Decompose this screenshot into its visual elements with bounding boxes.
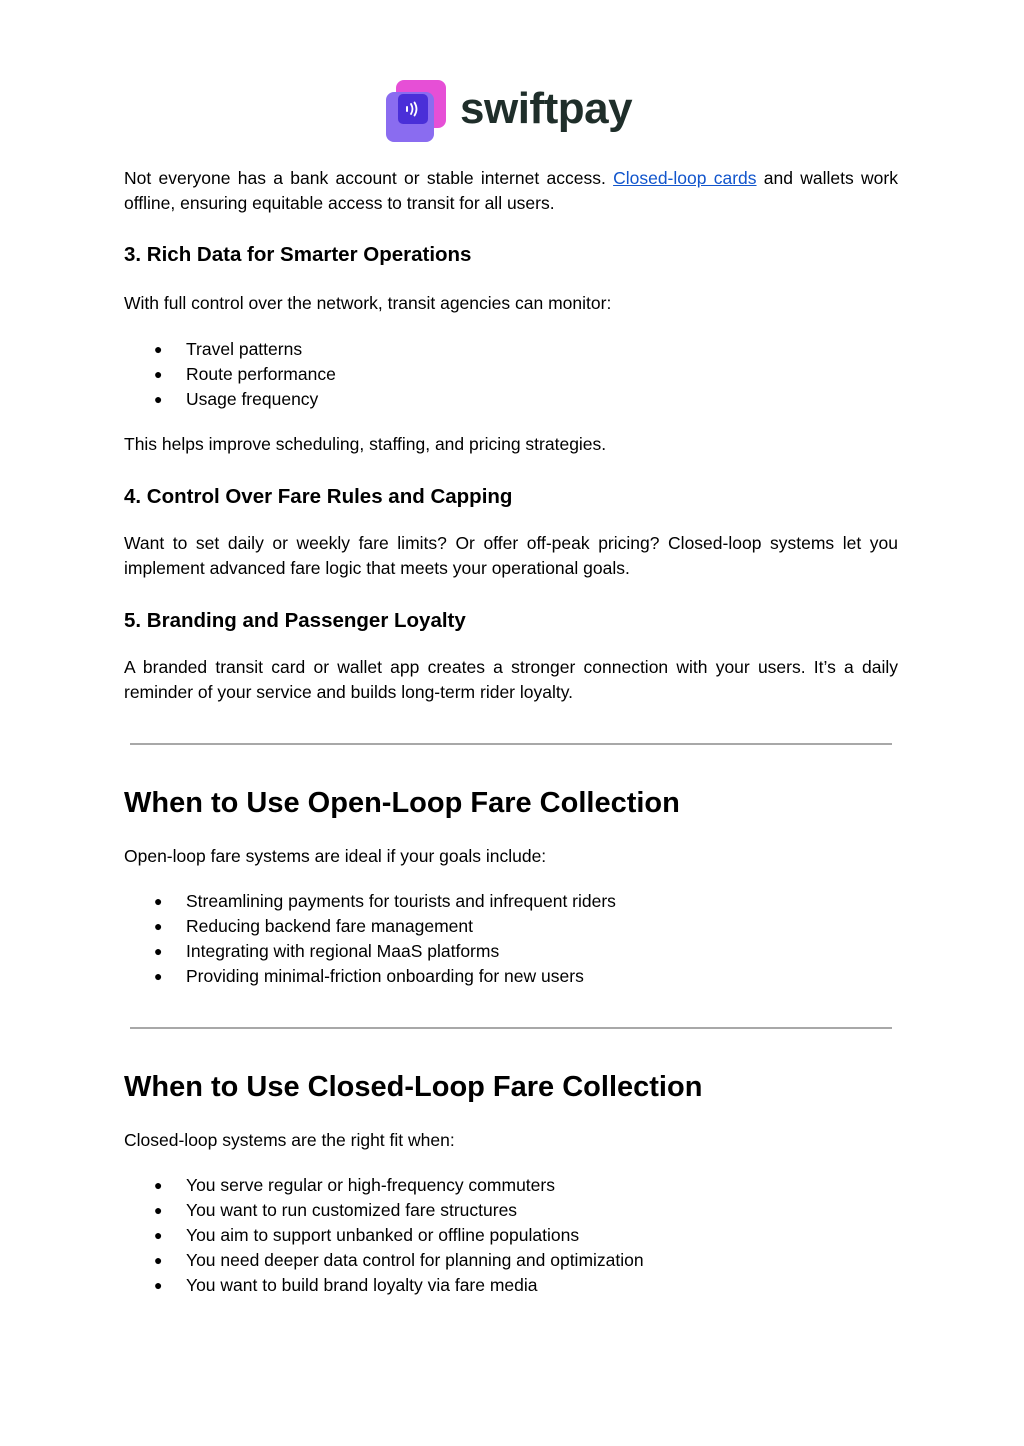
list-item: ● You want to run customized fare structures — [124, 1198, 898, 1223]
section3-list — [124, 337, 898, 412]
swiftpay-logo — [386, 80, 632, 142]
section3-lead: With full control over the network, transit agencies can monitor: — [124, 293, 612, 313]
open-loop-list — [124, 889, 898, 989]
swiftpay-logo-icon — [386, 80, 448, 142]
section4-body: Want to set daily or weekly fare limits? Or offer off-peak pricing? Closed-loop systems let you implement advanced fare logic that meets your operational goals. — [124, 533, 898, 578]
list-item: ● Usage frequency — [124, 387, 898, 412]
section3-outro: This helps improve scheduling, staffing, and pricing strategies. — [124, 434, 607, 454]
closed-loop-lead: Closed-loop systems are the right fit when: — [124, 1130, 455, 1150]
divider — [130, 743, 892, 745]
contactless-icon — [404, 100, 422, 118]
section5-heading: 5. Branding and Passenger Loyalty — [124, 609, 466, 632]
open-loop-heading: When to Use Open-Loop Fare Collection — [124, 787, 680, 819]
list-item: ● Travel patterns — [124, 337, 898, 362]
section3-heading: 3. Rich Data for Smarter Operations — [124, 243, 472, 266]
closed-loop-list — [124, 1173, 898, 1298]
open-loop-lead: Open-loop fare systems are ideal if your goals include: — [124, 846, 547, 866]
document-body — [124, 166, 898, 1298]
closed-loop-cards-link[interactable]: Closed-loop cards — [613, 168, 757, 188]
list-item: ● Providing minimal-friction onboarding for new users — [124, 964, 898, 989]
list-item: ● Reducing backend fare management — [124, 914, 898, 939]
list-item: ● Streamlining payments for tourists and infrequent riders — [124, 889, 898, 914]
section4-heading: 4. Control Over Fare Rules and Capping — [124, 485, 513, 508]
list-item: ● Route performance — [124, 362, 898, 387]
divider — [130, 1027, 892, 1029]
logo-wordmark: swiftpay — [460, 84, 633, 133]
section5-body: A branded transit card or wallet app creates a stronger connection with your users. It’s a daily reminder of your service and builds long-term rider loyalty. — [124, 657, 898, 702]
list-item: ● You aim to support unbanked or offline populations — [124, 1223, 898, 1248]
closed-loop-heading: When to Use Closed-Loop Fare Collection — [124, 1071, 703, 1103]
list-item: ● You serve regular or high-frequency commuters — [124, 1173, 898, 1198]
list-item: ● You want to build brand loyalty via fare media — [124, 1273, 898, 1298]
list-item: ● You need deeper data control for planning and optimization — [124, 1248, 898, 1273]
list-item: ● Integrating with regional MaaS platforms — [124, 939, 898, 964]
intro-paragraph: Not everyone has a bank account or stable internet access. Closed-loop cards and wallets work offline, ensuring equitable access to transit for all users. — [124, 168, 898, 213]
